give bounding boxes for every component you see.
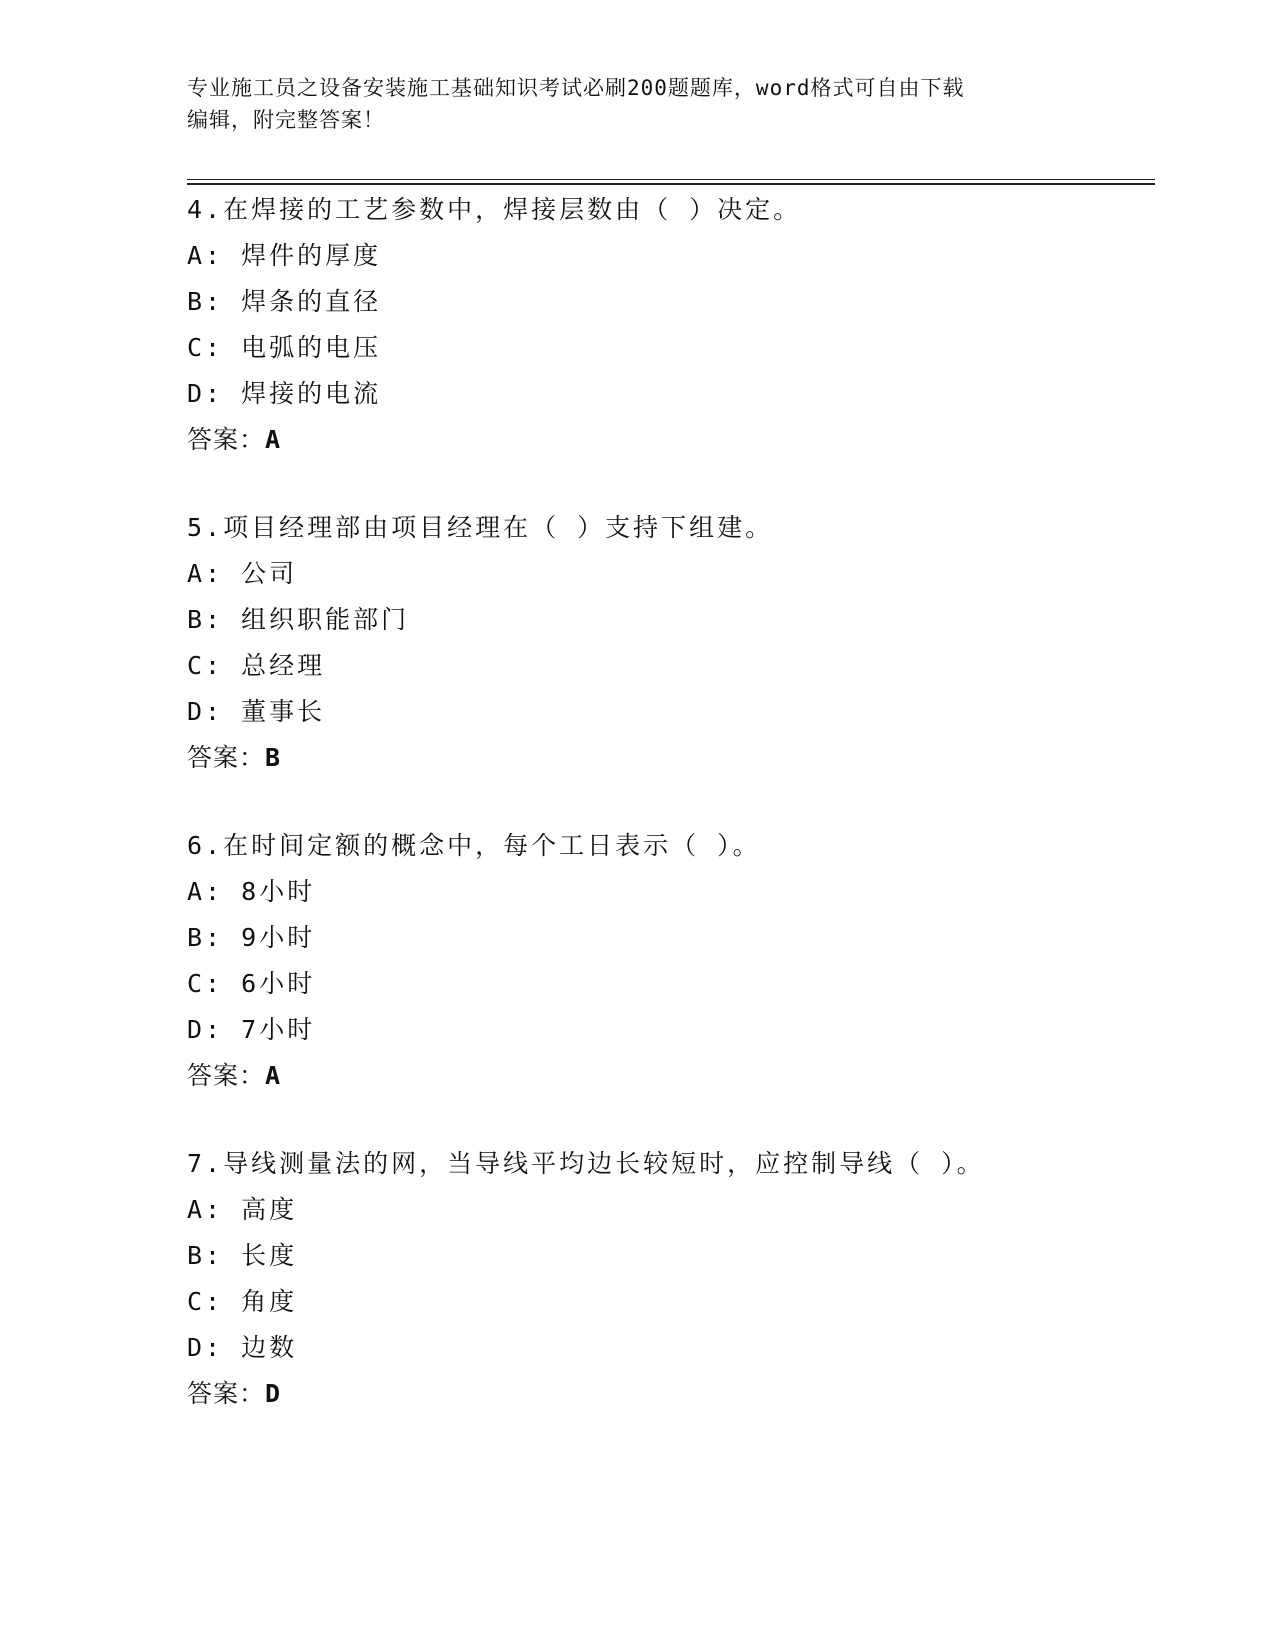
option-a: A: 8小时 <box>187 877 316 906</box>
question-stem: 5.项目经理部由项目经理在（ ）支持下组建。 <box>187 513 774 542</box>
option-b: B: 焊条的直径 <box>187 287 382 316</box>
option-c: C: 角度 <box>187 1287 298 1316</box>
option-b: B: 组织职能部门 <box>187 605 410 634</box>
option-c: C: 总经理 <box>187 651 326 680</box>
question-stem: 6.在时间定额的概念中，每个工日表示（ ）。 <box>187 831 761 860</box>
option-a: A: 高度 <box>187 1195 298 1224</box>
option-d: D: 7小时 <box>187 1015 316 1044</box>
answer-label: 答案： <box>187 1061 266 1090</box>
question-4 <box>187 187 1147 463</box>
option-c: C: 电弧的电压 <box>187 333 382 362</box>
option-a: A: 焊件的厚度 <box>187 241 382 270</box>
option-d: D: 边数 <box>187 1333 298 1362</box>
answer-value: A <box>265 1061 282 1090</box>
answer-value: A <box>265 425 282 454</box>
answer-line <box>187 417 1147 463</box>
answer-line <box>187 735 1147 781</box>
answer-line <box>187 1053 1147 1099</box>
answer-value: B <box>265 743 282 772</box>
question-6 <box>187 823 1147 1099</box>
option-d: D: 董事长 <box>187 697 326 726</box>
answer-label: 答案： <box>187 743 266 772</box>
header-divider-thick <box>187 183 1155 185</box>
question-5 <box>187 505 1147 781</box>
option-a: A: 公司 <box>187 559 298 588</box>
header-title-line2: 编辑，附完整答案！ <box>187 108 385 132</box>
answer-label: 答案： <box>187 1379 266 1408</box>
option-b: B: 长度 <box>187 1241 298 1270</box>
header-divider-thin <box>187 179 1155 180</box>
option-d: D: 焊接的电流 <box>187 379 382 408</box>
question-stem: 4.在焊接的工艺参数中，焊接层数由（ ）决定。 <box>187 195 802 224</box>
answer-line <box>187 1371 1147 1417</box>
option-b: B: 9小时 <box>187 923 316 952</box>
header-title-line1: 专业施工员之设备安装施工基础知识考试必刷200题题库，word格式可自由下载 <box>187 76 965 100</box>
answer-label: 答案： <box>187 425 266 454</box>
option-c: C: 6小时 <box>187 969 316 998</box>
question-7 <box>187 1141 1147 1417</box>
answer-value: D <box>265 1379 282 1408</box>
document-header <box>187 72 1087 136</box>
question-stem: 7.导线测量法的网，当导线平均边长较短时，应控制导线（ ）。 <box>187 1149 985 1178</box>
